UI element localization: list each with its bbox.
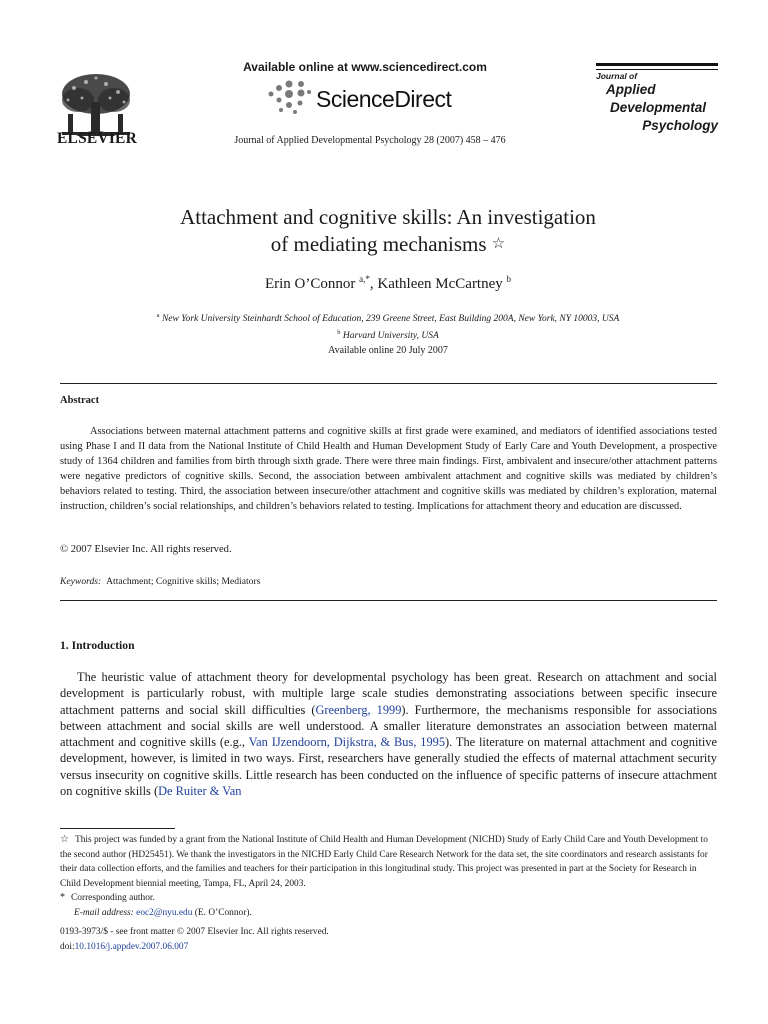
citation-link[interactable]: Greenberg, 1999 xyxy=(315,702,402,717)
sciencedirect-wordmark: ScienceDirect xyxy=(316,86,452,112)
title-line-2: of mediating mechanisms xyxy=(270,232,487,256)
journal-name-line3: Psychology xyxy=(642,118,718,133)
author-1-affil-sup[interactable]: a, xyxy=(359,274,366,284)
citation-link[interactable]: Van IJzendoorn, Dijkstra, & Bus, 1995 xyxy=(248,735,446,750)
funding-footnote xyxy=(60,833,717,891)
email-label: E-mail address: xyxy=(74,907,134,918)
corresponding-text: Corresponding author. xyxy=(71,893,155,903)
journal-citation: Journal of Applied Developmental Psychology 28 (2007) 458 – 476 xyxy=(234,135,506,146)
journal-title-box xyxy=(596,63,718,135)
author-2: Kathleen McCartney xyxy=(377,276,503,292)
email-suffix: (E. O’Connor). xyxy=(192,907,252,918)
keywords-list: Attachment; Cognitive skills; Mediators xyxy=(106,576,261,587)
author-separator: , xyxy=(369,276,378,292)
footnotes xyxy=(60,833,717,920)
journal-name-line2: Developmental xyxy=(610,100,707,115)
journal-box-rule-thin xyxy=(596,69,718,70)
front-matter xyxy=(60,925,329,954)
citation-link[interactable]: De Ruiter & Van xyxy=(158,784,242,799)
available-online-text[interactable]: Available online at www.sciencedirect.com xyxy=(243,60,487,74)
front-matter-text: 0193-3973/$ - see front matter © 2007 Elsevier Inc. All rights reserved. xyxy=(60,927,329,937)
title-line-1: Attachment and cognitive skills: An investigation xyxy=(180,205,596,229)
keywords-label: Keywords: xyxy=(60,576,102,587)
abstract-copyright: © 2007 Elsevier Inc. All rights reserved. xyxy=(60,544,232,555)
intro-text-3: ). The literature on maternal attachment and cognitive development, however, is limited in two ways. First, researchers have generally studied the effects of maternal attachment security versus insecurity on cognitive skills. Little research has been conducted on the influence of specific patterns of insecure attachment on cognitive skills ( xyxy=(60,735,717,799)
footnote-rule xyxy=(60,828,175,829)
affil-b: Harvard University, USA xyxy=(342,331,439,342)
doi-label: doi: xyxy=(60,941,75,952)
available-online-date: Available online 20 July 2007 xyxy=(328,345,448,356)
author-1: Erin O’Connor xyxy=(264,276,356,292)
intro-text-2: ). Furthermore, the mechanisms responsible for associations between attachment and social skills are well understood. A smaller literature demonstrates an association between maternal attachment and cognitive skills (e.g., xyxy=(60,702,717,750)
journal-name-line1: Applied xyxy=(606,82,656,97)
author-2-affil-sup[interactable]: b xyxy=(506,274,512,284)
abstract-body: Associations between maternal attachment patterns and cognitive skills at first grade were examined, and mediators of identified associations tested using Phase I and II data from the National Institute of Child Health and Human Development Study of Early Care and Youth Development, a prospective study of 1364 children and families from birth through sixth grade. There were three main findings. First, ambivalent and insecure/other attachment patterns were negative predictors of cognitive skills. Second, the association between ambivalent attachment and cognitive skills was mediated by children’s behaviors related to testing. Third, the association between insecure/other attachment and cognitive skills was mediated by children’s exploration, maternal instruction, children’s social relationships, and children’s behaviors related to testing. Implications for attachment theory and education are discussed. xyxy=(60,426,717,513)
corresponding-footnote xyxy=(60,891,717,906)
email-footnote xyxy=(60,906,717,921)
divider-bottom xyxy=(60,600,717,601)
journal-box-rule xyxy=(596,63,718,66)
affil-a-sup: a xyxy=(156,312,160,319)
footnote-star-mark: ☆ xyxy=(60,834,69,845)
affiliations xyxy=(60,309,716,343)
title-footnote-star[interactable]: ☆ xyxy=(491,236,506,252)
publisher-name: ELSEVIER xyxy=(57,130,137,147)
author-list xyxy=(60,274,716,293)
affil-b-sup: b xyxy=(337,329,341,337)
doi-link[interactable]: 10.1016/j.appdev.2007.06.007 xyxy=(74,941,189,952)
abstract-heading: Abstract xyxy=(60,395,100,406)
footnote-asterisk: * xyxy=(60,892,65,903)
email-link[interactable]: eoc2@nyu.edu xyxy=(136,907,193,918)
corresponding-author-mark[interactable]: * xyxy=(365,274,370,284)
article-title xyxy=(60,204,716,258)
introduction-paragraph xyxy=(60,669,717,799)
section-heading-introduction: 1. Introduction xyxy=(60,639,135,652)
divider-top xyxy=(60,383,717,384)
affil-a: New York University Steinhardt School of Education, 239 Greene Street, East Building 200A, New York, NY 10003, USA xyxy=(161,314,620,325)
keywords xyxy=(60,576,260,587)
funding-text: This project was funded by a grant from the National Institute of Child Health and Human Development (NICHD) Study of Early Child Care and Youth Development to the second author (HD25451). We thank the investigators in the NICHD Early Child Care Research Network for the data set, the site coordinators and research assistants for their data collection efforts, and the families and teachers for their participation in this longitudinal study. This project was presented in part at the Society for Research in Child Development biennial meeting, Tampa, FL, April 24, 2003. xyxy=(60,835,708,889)
journal-of-label: Journal of xyxy=(596,71,638,81)
intro-text-1: The heuristic value of attachment theory for developmental psychology has been great. Research on attachment and social development is particularly robust, with multiple large scale studies demonstrating associations between specific insecure attachment patterns and social skill difficulties ( xyxy=(60,670,717,717)
